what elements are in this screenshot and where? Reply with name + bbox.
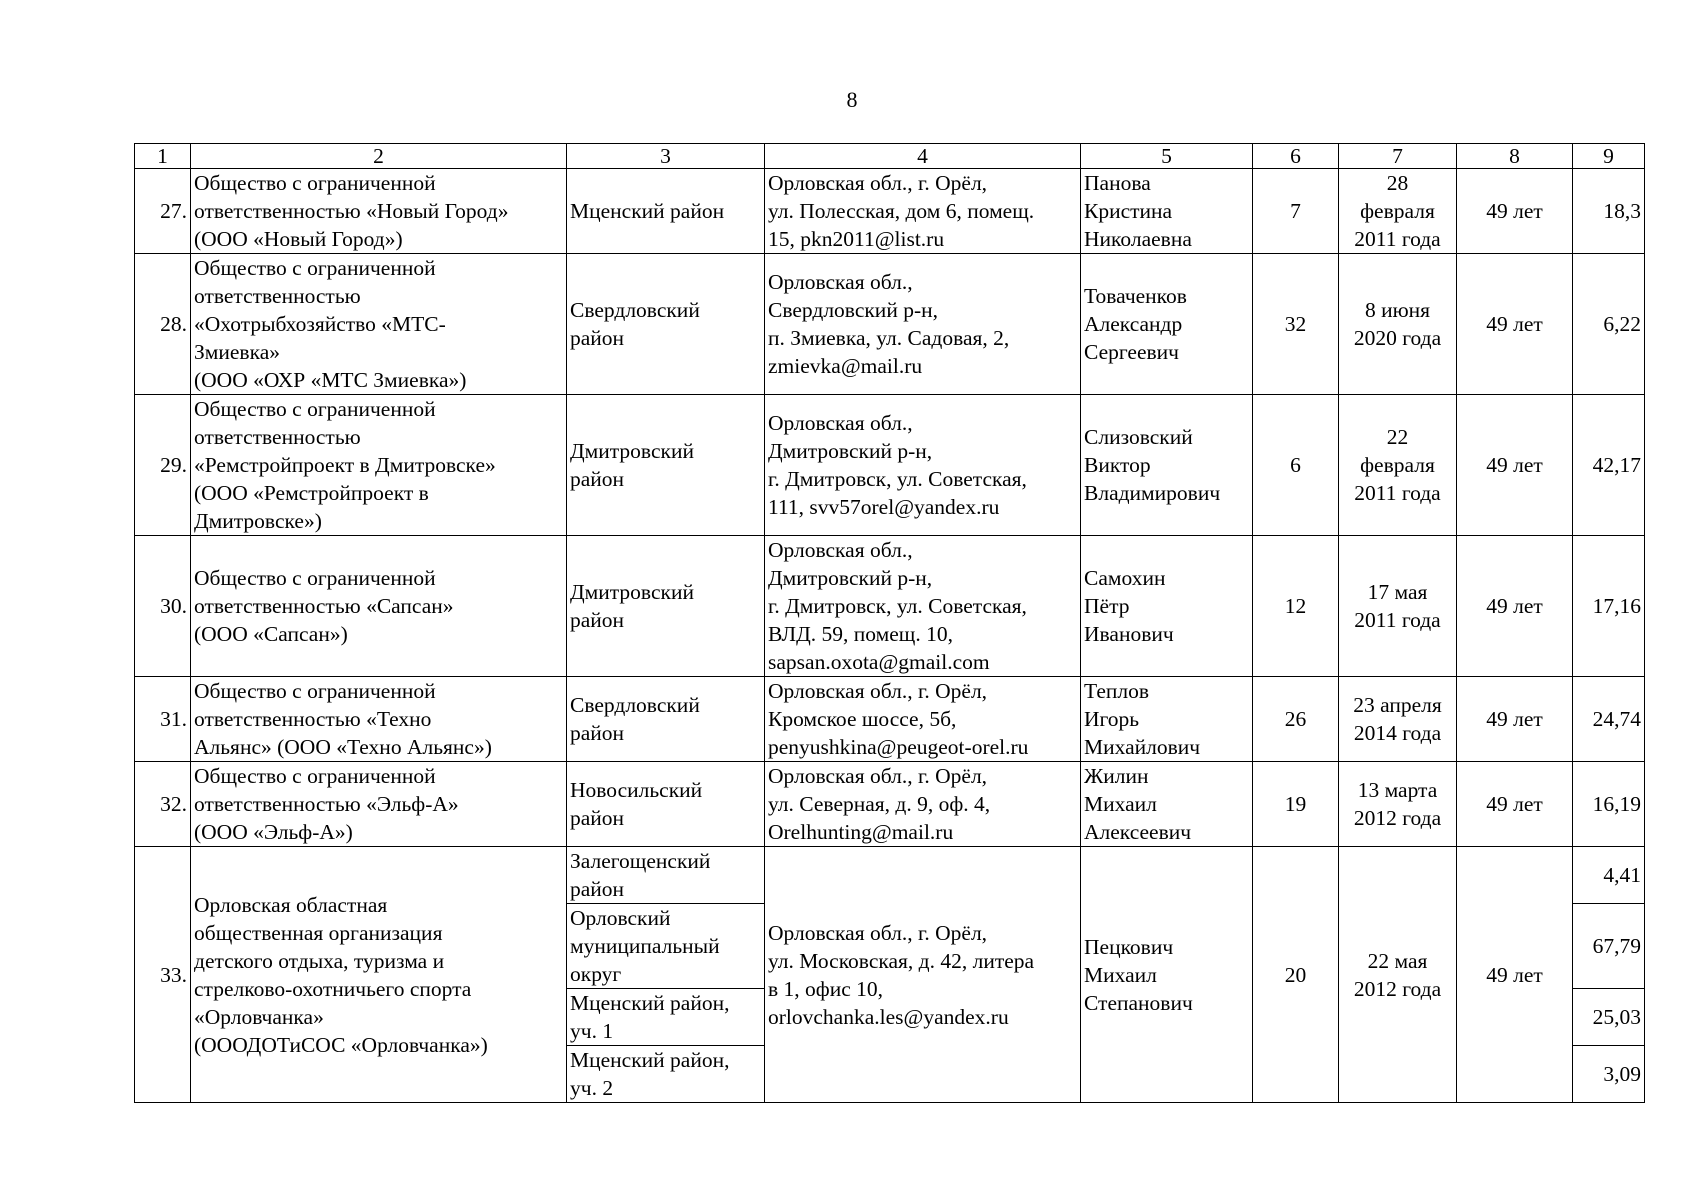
text-line: Самохин	[1084, 566, 1166, 590]
area: 24,74	[1573, 677, 1645, 762]
text-line: ВЛД. 59, помещ. 10,	[768, 622, 953, 646]
text-line: Дмитровский р-н,	[768, 566, 933, 590]
text-line: (ООО «ОХР «МТС Змиевка»)	[194, 368, 467, 392]
text-line: Николаевна	[1084, 227, 1192, 251]
text-line: Orelhunting@mail.ru	[768, 820, 954, 844]
row-number: 29.	[135, 395, 191, 536]
area: 3,09	[1573, 1046, 1645, 1103]
organization-name	[191, 677, 567, 762]
text-line: zmievka@mail.ru	[768, 354, 923, 378]
text-line: муниципальный	[570, 934, 720, 958]
text-line: ответственностью «Техно	[194, 707, 432, 731]
header-cell: 3	[567, 144, 765, 169]
text-line: 22 мая	[1367, 948, 1428, 973]
text-line: 15, pkn2011@list.ru	[768, 227, 945, 251]
table-row	[135, 395, 1645, 536]
area: 17,16	[1573, 536, 1645, 677]
term: 49 лет	[1457, 677, 1573, 762]
text-line: г. Дмитровск, ул. Советская,	[768, 594, 1027, 618]
text-line: Степанович	[1084, 990, 1193, 1015]
district	[567, 395, 765, 536]
organization-name	[191, 395, 567, 536]
text-line: Панова	[1084, 171, 1151, 195]
header-cell: 2	[191, 144, 567, 169]
text-line: район	[570, 806, 625, 830]
text-line: 2020 года	[1353, 326, 1442, 350]
text-line: Свердловский р-н,	[768, 298, 938, 322]
district	[567, 677, 765, 762]
text-line: 2012 года	[1353, 976, 1442, 1001]
text-line: Дмитровский	[570, 439, 694, 463]
table-row	[135, 677, 1645, 762]
text-line: Пецкович	[1084, 934, 1174, 959]
text-line: Дмитровский р-н,	[768, 439, 933, 463]
text-line: февраля	[1360, 453, 1435, 477]
row-number: 32.	[135, 762, 191, 847]
address	[765, 254, 1081, 395]
row-number: 28.	[135, 254, 191, 395]
text-line: Мценский район	[570, 199, 725, 223]
head-name	[1081, 762, 1253, 847]
organization-name	[191, 536, 567, 677]
text-line: Иванович	[1084, 622, 1174, 646]
text-line: Свердловский	[570, 693, 700, 717]
text-line: Орловская областная	[194, 892, 388, 917]
organization-name	[191, 254, 567, 395]
head-name	[1081, 536, 1253, 677]
col6-value: 26	[1253, 677, 1339, 762]
area: 16,19	[1573, 762, 1645, 847]
text-line: Новосильский	[570, 778, 703, 802]
district	[567, 762, 765, 847]
area: 6,22	[1573, 254, 1645, 395]
text-line: penyushkina@peugeot-orel.ru	[768, 735, 1029, 759]
text-line: Змиевка»	[194, 340, 280, 364]
text-line: Владимирович	[1084, 481, 1221, 505]
area: 67,79	[1573, 904, 1645, 989]
registry-table	[134, 143, 1645, 1103]
district	[567, 847, 765, 904]
term: 49 лет	[1457, 762, 1573, 847]
text-line: детского отдыха, туризма и	[194, 948, 445, 973]
text-line: Орловская обл.,	[768, 538, 913, 562]
row-number: 30.	[135, 536, 191, 677]
organization-name	[191, 762, 567, 847]
district	[567, 254, 765, 395]
text-line: февраля	[1360, 199, 1435, 223]
text-line: sapsan.oxota@gmail.com	[768, 650, 990, 674]
header-cell: 4	[765, 144, 1081, 169]
text-line: 17 мая	[1367, 580, 1428, 604]
term: 49 лет	[1457, 169, 1573, 254]
address	[765, 762, 1081, 847]
text-line: 23 апреля	[1353, 693, 1442, 717]
area: 4,41	[1573, 847, 1645, 904]
text-line: ул. Северная, д. 9, оф. 4,	[768, 792, 991, 816]
text-line: 8 июня	[1364, 298, 1431, 322]
term: 49 лет	[1457, 536, 1573, 677]
col6-value: 6	[1253, 395, 1339, 536]
row-number: 27.	[135, 169, 191, 254]
text-line: Свердловский	[570, 298, 700, 322]
text-line: район	[570, 326, 625, 350]
header-cell: 5	[1081, 144, 1253, 169]
table-row	[135, 847, 1645, 904]
text-line: Альянс» (ООО «Техно Альянс»)	[194, 735, 492, 759]
term: 49 лет	[1457, 254, 1573, 395]
agreement-date	[1339, 169, 1457, 254]
text-line: ответственностью «Новый Город»	[194, 199, 509, 223]
district	[567, 1046, 765, 1103]
area: 42,17	[1573, 395, 1645, 536]
table-row	[135, 762, 1645, 847]
district	[567, 169, 765, 254]
col6-value: 7	[1253, 169, 1339, 254]
text-line: (ООО «Новый Город»)	[194, 227, 403, 251]
text-line: Орловская обл., г. Орёл,	[768, 764, 988, 788]
text-line: 13 марта	[1357, 778, 1438, 802]
text-line: Кромское шоссе, 5б,	[768, 707, 957, 731]
text-line: Слизовский	[1084, 425, 1193, 449]
text-line: Теплов	[1084, 679, 1149, 703]
address	[765, 395, 1081, 536]
address	[765, 169, 1081, 254]
text-line: (ООО «Ремстройпроект в	[194, 481, 429, 505]
address	[765, 847, 1081, 1103]
agreement-date	[1339, 395, 1457, 536]
col6-value: 12	[1253, 536, 1339, 677]
text-line: «Орловчанка»	[194, 1004, 324, 1029]
text-line: округ	[570, 962, 622, 986]
text-line: стрелково-охотничьего спорта	[194, 976, 472, 1001]
row-number: 33.	[135, 847, 191, 1103]
text-line: Орловская обл., г. Орёл,	[768, 679, 988, 703]
text-line: уч. 1	[570, 1019, 614, 1043]
text-line: Общество с ограниченной	[194, 679, 436, 703]
head-name	[1081, 677, 1253, 762]
text-line: ответственностью «Сапсан»	[194, 594, 454, 618]
text-line: Александр	[1084, 312, 1183, 336]
organization-name	[191, 847, 567, 1103]
text-line: район	[570, 877, 625, 901]
head-name	[1081, 395, 1253, 536]
text-line: Михаил	[1084, 792, 1157, 816]
text-line: (ООО «Сапсан»)	[194, 622, 348, 646]
text-line: ул. Полесская, дом 6, помещ.	[768, 199, 1035, 223]
table-row	[135, 536, 1645, 677]
text-line: 2011 года	[1354, 608, 1441, 632]
text-line: Общество с ограниченной	[194, 566, 436, 590]
text-line: 111, svv57orel@yandex.ru	[768, 495, 1000, 519]
text-line: ул. Московская, д. 42, литера	[768, 948, 1035, 973]
district	[567, 989, 765, 1046]
text-line: Залегощенский	[570, 849, 711, 873]
text-line: Мценский район,	[570, 991, 730, 1015]
text-line: г. Дмитровск, ул. Советская,	[768, 467, 1027, 491]
text-line: (ОООДОТиСОС «Орловчанка»)	[194, 1032, 488, 1057]
address	[765, 677, 1081, 762]
col6-value: 20	[1253, 847, 1339, 1103]
area: 25,03	[1573, 989, 1645, 1046]
district	[567, 536, 765, 677]
text-line: в 1, офис 10,	[768, 976, 884, 1001]
text-line: Михайлович	[1084, 735, 1201, 759]
head-name	[1081, 254, 1253, 395]
text-line: «Ремстройпроект в Дмитровске»	[194, 453, 496, 477]
text-line: Общество с ограниченной	[194, 397, 436, 421]
text-line: 22	[1386, 425, 1409, 449]
text-line: Михаил	[1084, 962, 1157, 987]
text-line: Кристина	[1084, 199, 1173, 223]
text-line: п. Змиевка, ул. Садовая, 2,	[768, 326, 1010, 350]
term: 49 лет	[1457, 847, 1573, 1103]
text-line: 2011 года	[1354, 481, 1441, 505]
text-line: Орловская обл., г. Орёл,	[768, 920, 988, 945]
area: 18,3	[1573, 169, 1645, 254]
text-line: Пётр	[1084, 594, 1130, 618]
table-row	[135, 254, 1645, 395]
text-line: ответственностью	[194, 425, 361, 449]
header-cell: 6	[1253, 144, 1339, 169]
agreement-date	[1339, 847, 1457, 1103]
text-line: Виктор	[1084, 453, 1151, 477]
header-cell: 8	[1457, 144, 1573, 169]
head-name	[1081, 847, 1253, 1103]
page-number: 8	[846, 87, 858, 112]
district	[567, 904, 765, 989]
text-line: район	[570, 721, 625, 745]
text-line: Орловская обл.,	[768, 270, 913, 294]
agreement-date	[1339, 254, 1457, 395]
text-line: Общество с ограниченной	[194, 764, 436, 788]
text-line: 2011 года	[1354, 227, 1441, 251]
text-line: уч. 2	[570, 1076, 614, 1100]
head-name	[1081, 169, 1253, 254]
header-cell: 9	[1573, 144, 1645, 169]
text-line: 2014 года	[1353, 721, 1442, 745]
organization-name	[191, 169, 567, 254]
text-line: Общество с ограниченной	[194, 171, 436, 195]
text-line: Орловский	[570, 906, 671, 930]
text-line: 28	[1386, 171, 1409, 195]
text-line: Орловская обл.,	[768, 411, 913, 435]
text-line: Товаченков	[1084, 284, 1187, 308]
header-row	[135, 144, 1645, 169]
agreement-date	[1339, 677, 1457, 762]
agreement-date	[1339, 762, 1457, 847]
text-line: orlovchanka.les@yandex.ru	[768, 1004, 1009, 1029]
text-line: Общество с ограниченной	[194, 256, 436, 280]
agreement-date	[1339, 536, 1457, 677]
col6-value: 19	[1253, 762, 1339, 847]
text-line: Алексеевич	[1084, 820, 1192, 844]
header-cell: 1	[135, 144, 191, 169]
text-line: ответственностью	[194, 284, 361, 308]
row-number: 31.	[135, 677, 191, 762]
text-line: общественная организация	[194, 920, 443, 945]
address	[765, 536, 1081, 677]
text-line: Дмитровске»)	[194, 509, 322, 533]
text-line: 2012 года	[1353, 806, 1442, 830]
term: 49 лет	[1457, 395, 1573, 536]
col6-value: 32	[1253, 254, 1339, 395]
text-line: район	[570, 467, 625, 491]
text-line: (ООО «Эльф-А»)	[194, 820, 353, 844]
text-line: «Охотрыбхозяйство «МТС-	[194, 312, 446, 336]
text-line: ответственностью «Эльф-А»	[194, 792, 459, 816]
table-row	[135, 169, 1645, 254]
text-line: район	[570, 608, 625, 632]
text-line: Орловская обл., г. Орёл,	[768, 171, 988, 195]
text-line: Сергеевич	[1084, 340, 1179, 364]
text-line: Жилин	[1084, 764, 1149, 788]
text-line: Мценский район,	[570, 1048, 730, 1072]
header-cell: 7	[1339, 144, 1457, 169]
text-line: Дмитровский	[570, 580, 694, 604]
text-line: Игорь	[1084, 707, 1140, 731]
